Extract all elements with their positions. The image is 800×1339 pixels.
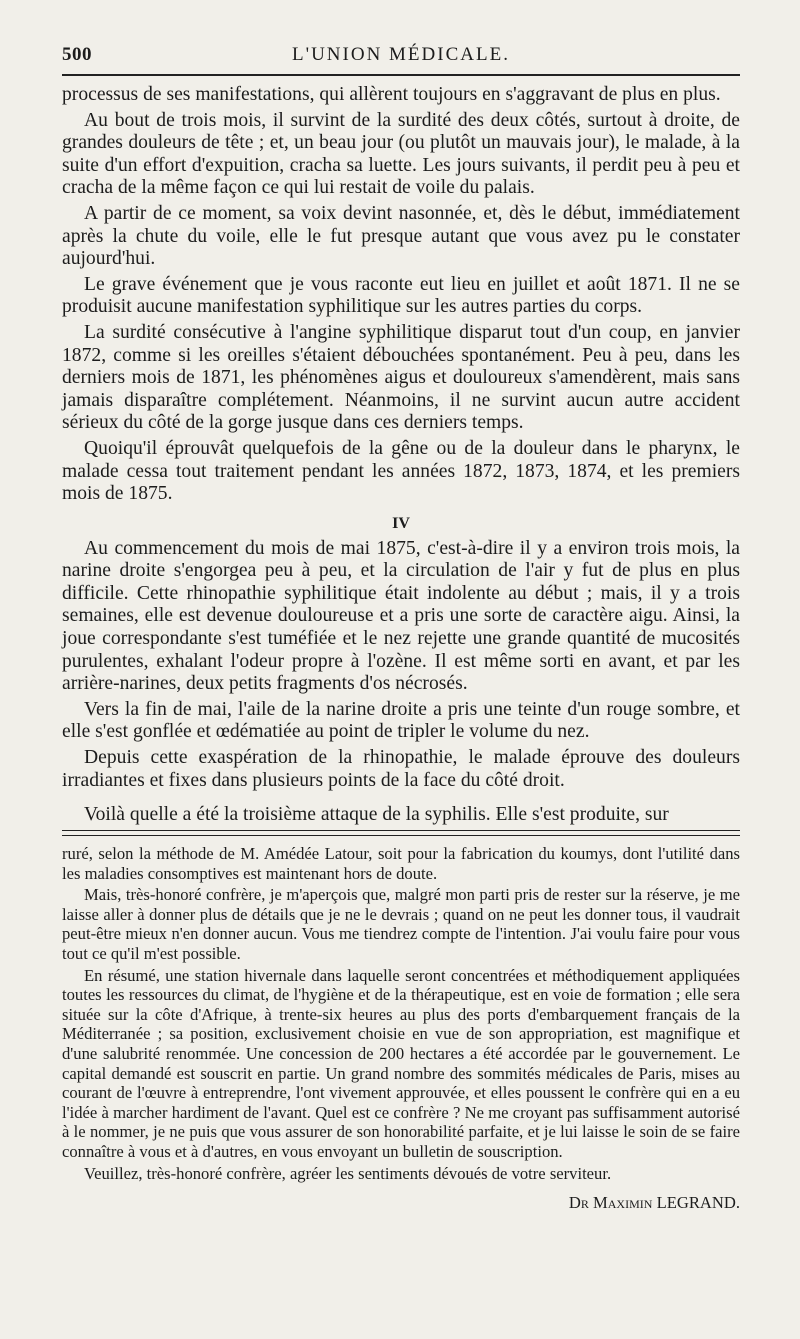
paragraph: Au bout de trois mois, il survint de la surdité des deux côtés, surtout à droite, de grandes douleurs de tête ; et, un beau jour (ou plutôt un mauvais jour), le malade, à la suite d'un effort d'expuition, cracha sa luette. Les jours suivants, il perdit peu à peu et cracha de la même façon ce qui lui restait de voile du palais. bbox=[62, 109, 740, 199]
feuilleton-text bbox=[62, 844, 740, 1213]
paragraph: Vers la fin de mai, l'aile de la narine droite a pris une teinte d'un rouge sombre, et elle s'est gonflée et œdématiée au point de tripler le volume du nez. bbox=[62, 698, 740, 743]
main-text bbox=[62, 84, 740, 830]
note-paragraph: En résumé, une station hivernale dans laquelle seront concentrées et méthodiquement appliquées toutes les ressources du climat, de l'hygiène et de la thérapeutique, est en voie de formation ; elle sera située sur la côte d'Afrique, à trente-six heures au plus des ports d'embarquement français de la Méditerranée ; sa position, exclusivement choisie en vue de son appropriation, est magnifique et d'une salubrité renommée. Une concession de 200 hectares a été accordée par le gouvernement. Le capital demandé est souscrit en partie. Un grand nombre des sommités médicales de Paris, mises au courant de l'œuvre à entreprendre, l'ont vivement approuvée, et elles poussent le confrère qui en a eu l'idée à marcher hardiment de l'avant. Quel est ce confrère ? Ne me croyant pas suffisamment autorisé à le nommer, je ne puis que vous assurer de son honorabilité parfaite, et je lui laisse le soin de se faire connaître à vous et à d'autres, en vous envoyant un bulletin de souscription. bbox=[62, 965, 740, 1161]
note-paragraph: Mais, très-honoré confrère, je m'aperçois que, malgré mon parti pris de rester sur la réserve, je me laisse aller à donner plus de détails que je ne le devrais ; quand on ne peut les donner tous, il vaudrait peut-être mieux n'en donner aucun. Vous me tiendrez compte de l'intention. J'ai voulu faire pour vous tout ce qu'il m'est possible. bbox=[62, 885, 740, 963]
section-heading: IV bbox=[392, 514, 410, 532]
paragraph: Au commencement du mois de mai 1875, c'est-à-dire il y a environ trois mois, la narine droite s'engorgea peu à peu, et la circulation de l'air y fut de plus en plus difficile. Cette rhinopathie syphilitique était indolente au début ; mais, il y a trois semaines, elle est devenue douloureuse et a pris une sorte de caractère aigu. Ainsi, la joue correspondante s'est tuméfiée et le nez rejette une grande quantité de mucosités purulentes, exhalant l'odeur propre à l'ozène. Il est même sorti en avant, et par les arrière-narines, deux petits fragments d'os nécrosés. bbox=[62, 537, 740, 695]
paragraph: A partir de ce moment, sa voix devint nasonnée, et, dès le début, immédiatement après la chute du voile, elle le fut presque autant que vous avez pu le constater aujourd'hui. bbox=[62, 202, 740, 270]
footnote-rule bbox=[62, 830, 740, 831]
paragraph: Depuis cette exaspération de la rhinopathie, le malade éprouve des douleurs irradiantes et fixes dans plusieurs points de la face du côté droit. bbox=[62, 747, 740, 791]
header-rule bbox=[62, 74, 740, 76]
signature: Dr Maximin LEGRAND. bbox=[568, 1193, 740, 1213]
note-paragraph: Veuillez, très-honoré confrère, agréer les sentiments dévoués de votre serviteur. bbox=[84, 1163, 612, 1183]
paragraph: processus de ses manifestations, qui allèrent toujours en s'aggravant de plus en plus. bbox=[62, 84, 721, 105]
paragraph: Voilà quelle a été la troisième attaque de la syphilis. Elle s'est produite, sur bbox=[84, 804, 669, 826]
page-header bbox=[62, 44, 740, 74]
paragraph: Quoiqu'il éprouvât quelquefois de la gêne ou de la douleur dans le pharynx, le malade cessa tout traitement pendant les années 1872, 1873, 1874, et les premiers mois de 1875. bbox=[62, 437, 740, 505]
note-paragraph: ruré, selon la méthode de M. Amédée Latour, soit pour la fabrication du koumys, dont l'utilité dans les maladies consomptives est maintenant hors de doute. bbox=[62, 844, 740, 883]
paragraph: La surdité consécutive à l'angine syphilitique disparut tout d'un coup, en janvier 1872, comme si les oreilles s'étaient débouchées spontanément. Peu à peu, dans les derniers mois de 1871, les phénomènes aigus et douloureux s'amendèrent, mais sans jamais disparaître complétement. Néanmoins, il ne survint aucun autre accident sérieux du côté de la gorge jusque dans ces derniers temps. bbox=[62, 321, 740, 434]
paragraph: Le grave événement que je vous raconte eut lieu en juillet et août 1871. Il ne se produisit aucune manifestation syphilitique sur les autres parties du corps. bbox=[62, 273, 740, 318]
running-title: L'UNION MÉDICALE. bbox=[292, 44, 510, 65]
footnote-rule bbox=[62, 835, 740, 836]
page-number: 500 bbox=[62, 44, 92, 65]
